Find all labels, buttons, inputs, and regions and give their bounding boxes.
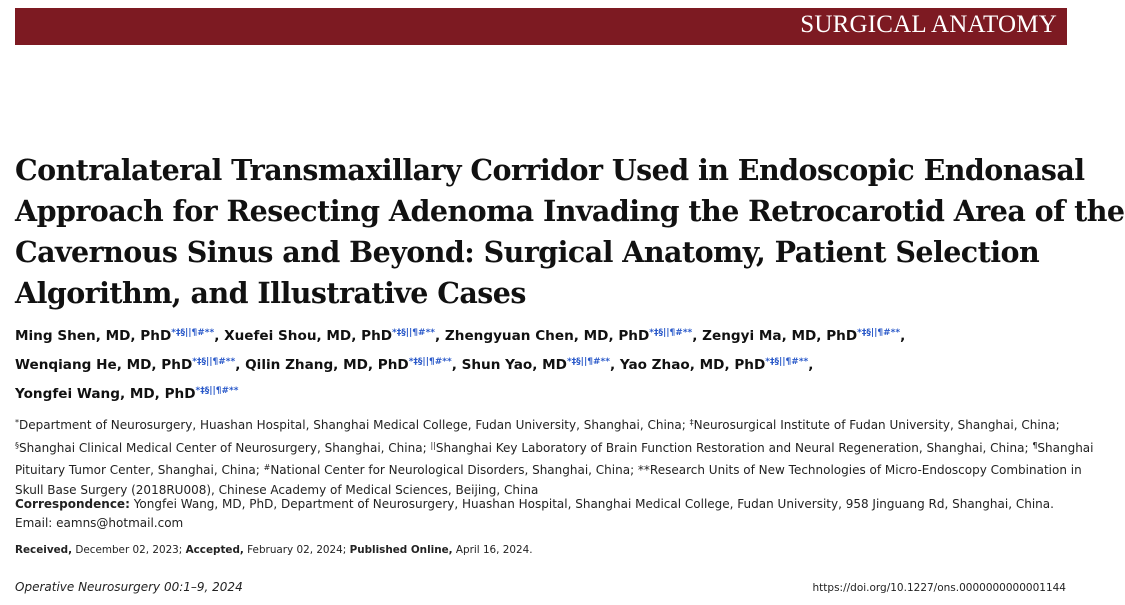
separator: ,: [692, 328, 703, 344]
title-line: Approach for Resecting Adenoma Invading the Retrocarotid Area of the: [15, 194, 1125, 228]
received-date: December 02, 2023;: [72, 544, 186, 556]
affiliation-mark: *: [15, 418, 19, 427]
published-label: Published Online,: [349, 544, 453, 556]
author: [445, 328, 702, 344]
author-name: Yao Zhao, MD, PhD: [619, 357, 766, 373]
affiliation-mark: ¶: [1032, 440, 1038, 450]
separator: ,: [451, 357, 462, 373]
affiliation-marks[interactable]: *‡§||¶#**: [857, 328, 901, 338]
published-date: April 16, 2024.: [452, 544, 533, 556]
affiliation-marks[interactable]: *‡§||¶#**: [566, 357, 610, 367]
author: [462, 357, 620, 373]
section-banner: [15, 8, 1067, 45]
author-line: [15, 320, 1070, 349]
author-name: Qilin Zhang, MD, PhD: [245, 357, 409, 373]
affiliation-text: Shanghai Key Laboratory of Brain Function Restoration and Neural Regeneration, Shanghai, China;: [435, 440, 1033, 455]
affiliation-marks[interactable]: *‡§||¶#**: [392, 328, 435, 338]
author: [224, 328, 445, 344]
author-name: Yongfei Wang, MD, PhD: [15, 386, 196, 402]
article-title: [15, 150, 1125, 314]
author-list: [15, 320, 1070, 407]
affiliation-mark: §: [15, 440, 19, 450]
title-line: Algorithm, and Illustrative Cases: [15, 276, 526, 310]
affiliation-marks[interactable]: *‡§||¶#**: [171, 328, 215, 338]
author: [620, 357, 814, 373]
author-line: [15, 378, 1070, 407]
affiliation-marks[interactable]: *‡§||¶#**: [649, 328, 693, 338]
correspondence-label: Correspondence:: [15, 497, 130, 511]
doi-link[interactable]: https://doi.org/10.1227/ons.0000000000001144: [812, 582, 1066, 594]
author: [15, 328, 224, 344]
correspondence: [15, 495, 1070, 533]
author: [15, 357, 245, 373]
affiliation-text: National Center for Neurological Disorders, Shanghai, China; **Research Units of New Technologies of Micro-Endoscopy Combination in: [270, 463, 1082, 477]
author-name: Wenqiang He, MD, PhD: [15, 357, 193, 373]
affiliation-marks[interactable]: *‡§||¶#**: [765, 357, 809, 367]
affiliation-marks[interactable]: *‡§||¶#**: [408, 357, 452, 367]
affiliation-text: Neurosurgical Institute of Fudan University, Shanghai, China;: [693, 418, 1060, 432]
affiliation-line: [15, 413, 1070, 436]
affiliation-marks[interactable]: *‡§||¶#**: [192, 357, 236, 367]
affiliation-mark: #: [263, 463, 271, 472]
affiliations: [15, 413, 1094, 500]
author-name: Xuefei Shou, MD, PhD: [224, 328, 393, 344]
author-name: Zhengyuan Chen, MD, PhD: [444, 328, 650, 344]
section-label: SURGICAL ANATOMY: [800, 11, 1057, 38]
title-line: Cavernous Sinus and Beyond: Surgical Anatomy, Patient Selection: [15, 235, 1040, 269]
accepted-label: Accepted,: [185, 544, 244, 556]
affiliation-text: Department of Neurosurgery, Huashan Hospital, Shanghai Medical College, Fudan University, Shanghai, China;: [19, 418, 690, 432]
journal-citation: Operative Neurosurgery 00:1–9, 2024: [15, 580, 243, 594]
author: [245, 357, 461, 373]
correspondence-text: Yongfei Wang, MD, PhD, Department of Neurosurgery, Huashan Hospital, Shanghai Medical College, Fudan University, 958 Jinguang Rd, Shanghai, China.: [129, 497, 1054, 511]
author-name: Zengyi Ma, MD, PhD: [702, 328, 858, 344]
author-line: [15, 349, 1070, 378]
separator: ,: [214, 328, 225, 344]
affiliation-marks[interactable]: *‡§||¶#**: [195, 386, 239, 396]
publication-dates: [15, 544, 1070, 556]
separator: ,: [435, 328, 445, 344]
affiliation-mark: ‡: [689, 418, 694, 427]
affiliation-text: Pituitary Tumor Center, Shanghai, China;: [15, 463, 264, 477]
author-name: Shun Yao, MD: [461, 357, 567, 373]
separator: ,: [235, 357, 246, 373]
correspondence-line: [15, 495, 1070, 514]
author: [15, 386, 238, 402]
affiliation-text: Shanghai Clinical Medical Center of Neurosurgery, Shanghai, China;: [19, 440, 431, 455]
separator: ,: [900, 328, 906, 344]
separator: ,: [609, 357, 620, 373]
accepted-date: February 02, 2024;: [243, 544, 350, 556]
affiliation-line: Skull Base Surgery (2018RU008), Chinese Academy of Medical Sciences, Beijing, China: [15, 482, 539, 497]
affiliation-line: [15, 436, 1094, 459]
received-label: Received,: [15, 544, 73, 556]
author-name: Ming Shen, MD, PhD: [15, 328, 172, 344]
affiliation-mark: ||: [430, 440, 436, 450]
author: [702, 328, 905, 344]
separator: ,: [808, 357, 814, 373]
correspondence-email[interactable]: Email: eamns@hotmail.com: [15, 516, 184, 530]
title-line: Contralateral Transmaxillary Corridor Used in Endoscopic Endonasal: [15, 153, 1085, 187]
affiliation-line: [15, 458, 1082, 481]
affiliation-text: Shanghai: [1037, 440, 1094, 455]
